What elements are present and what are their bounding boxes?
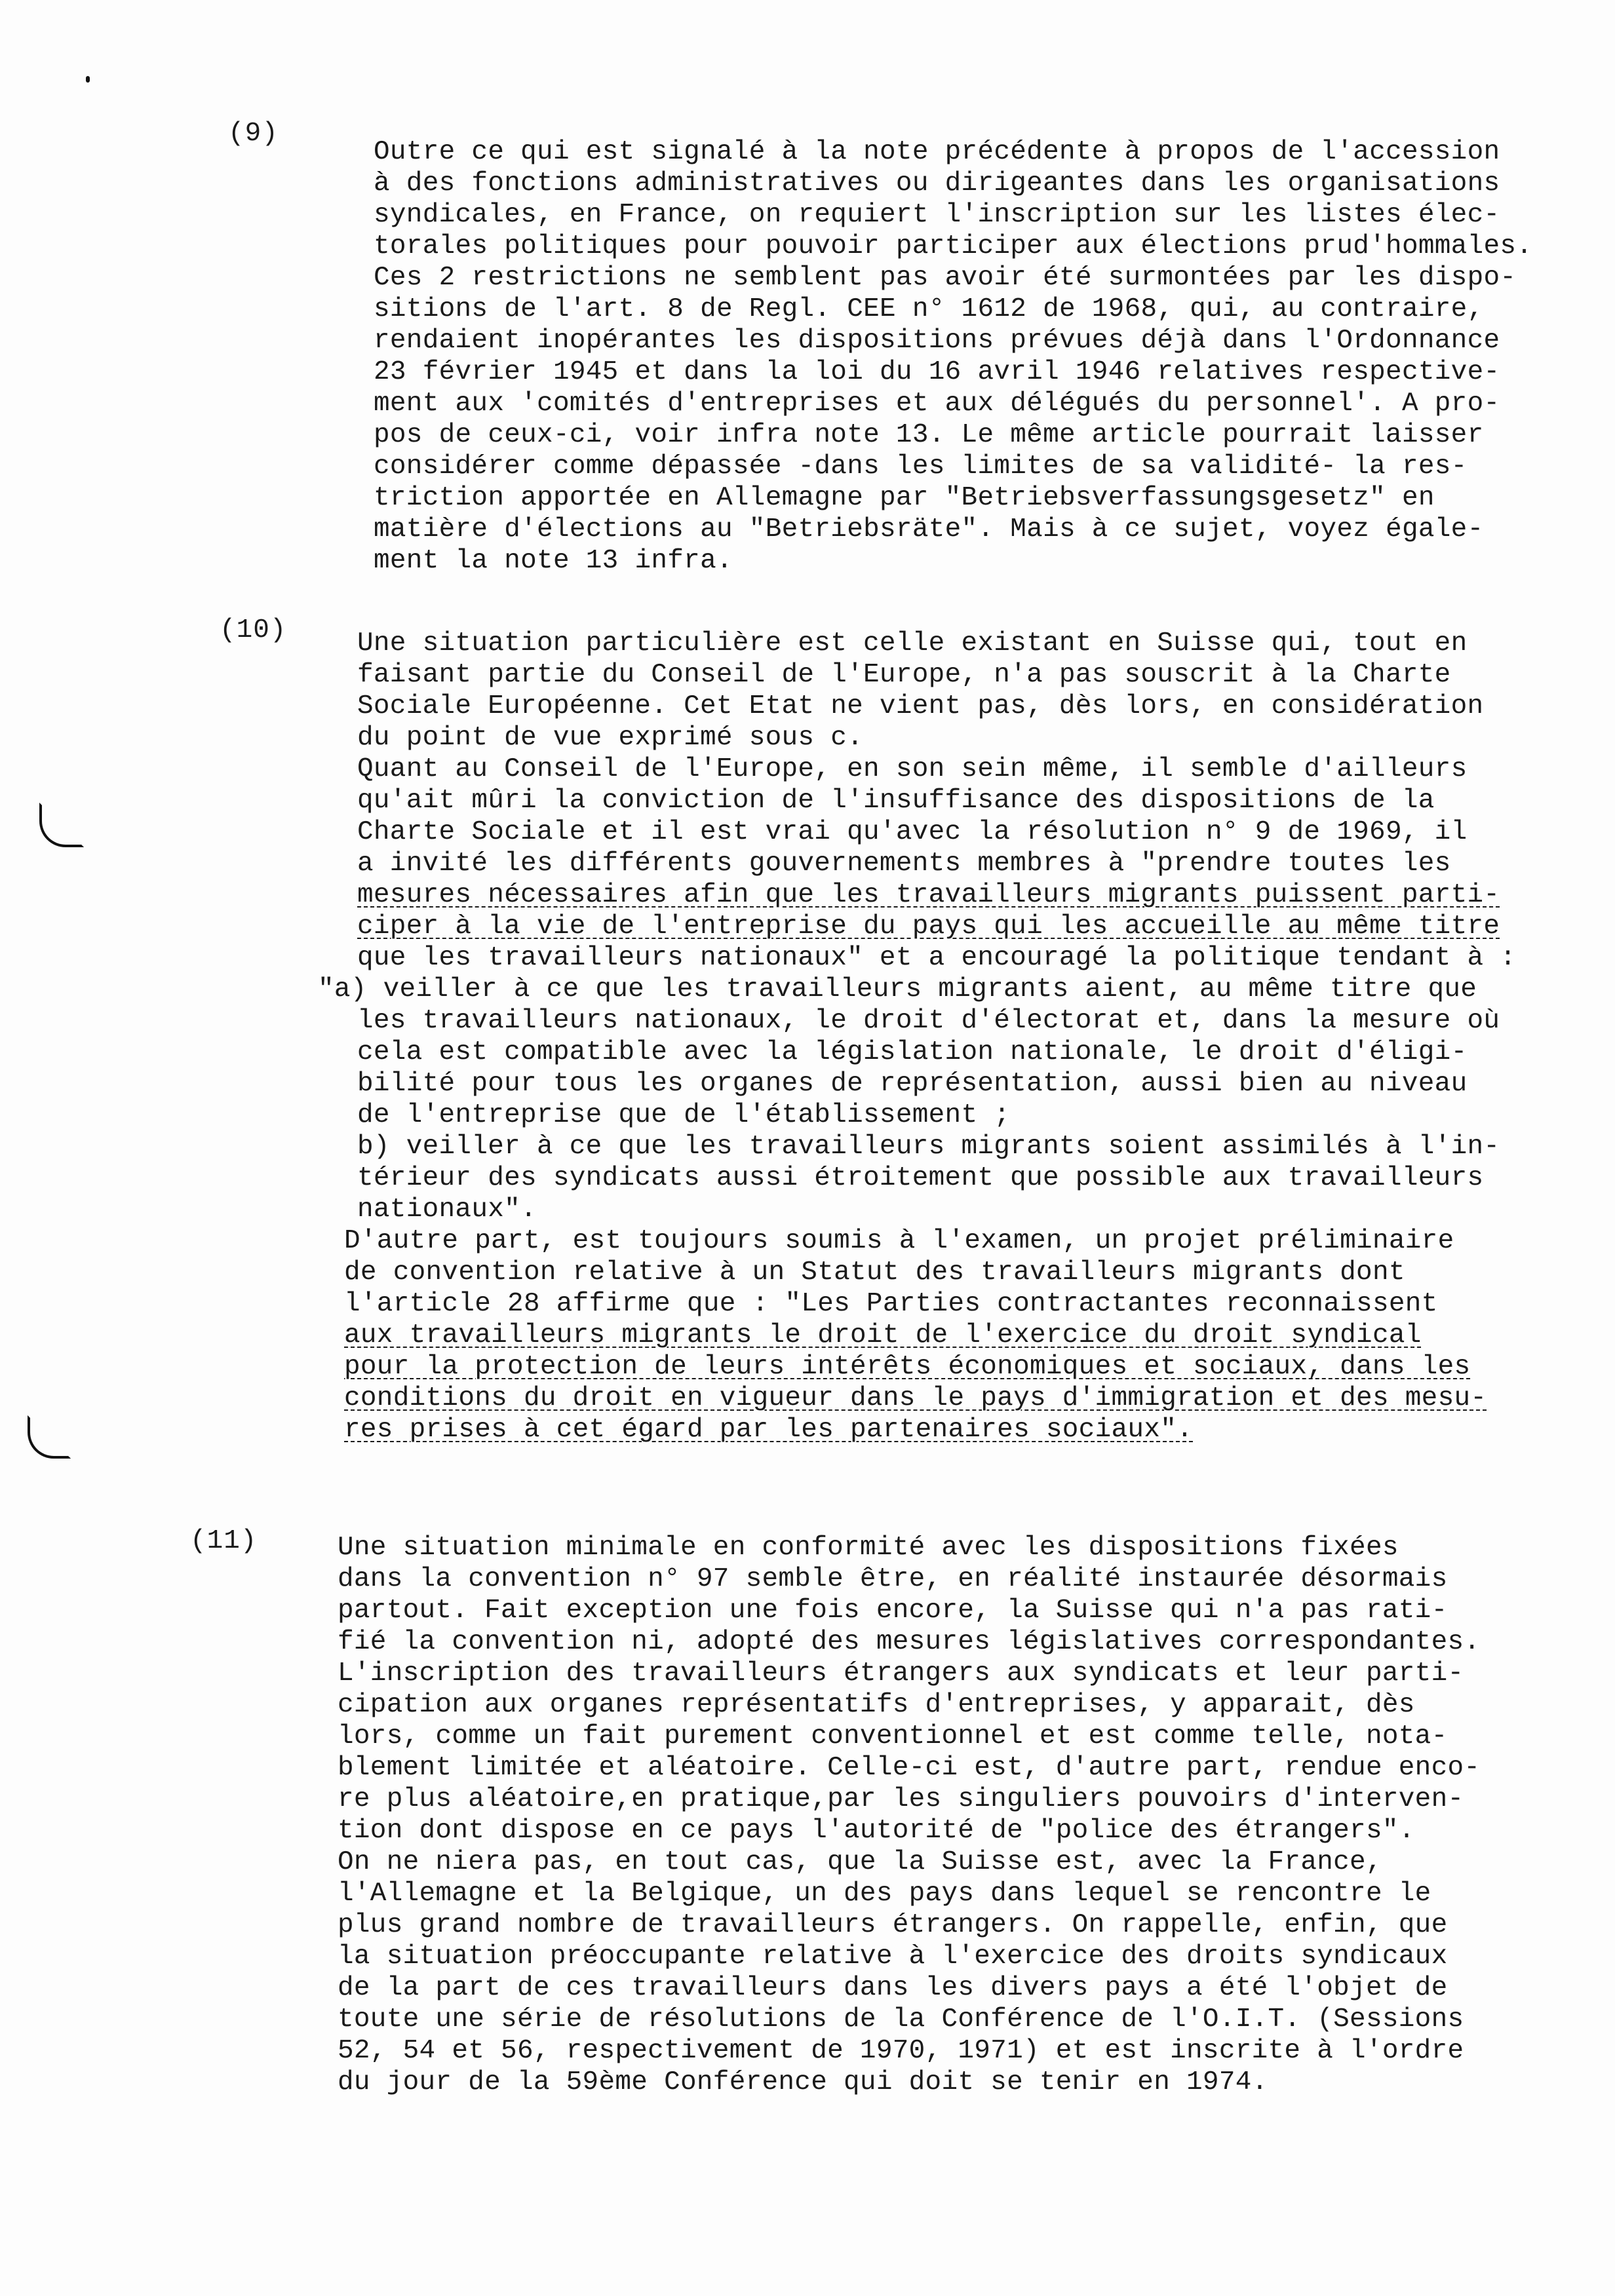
- text-line: partout. Fait exception une fois encore, la Suisse qui n'a pas rati-: [338, 1596, 1448, 1626]
- margin-arc-mark: [39, 803, 84, 847]
- text-line: du point de vue exprimé sous c.: [357, 723, 864, 753]
- margin-arc-mark: [28, 1415, 71, 1459]
- text-line: tion dont dispose en ce pays l'autorité de "police des étrangers".: [338, 1816, 1415, 1846]
- text-line: du jour de la 59ème Conférence qui doit se tenir en 1974.: [338, 2067, 1268, 2097]
- note-text: [318, 628, 1576, 1445]
- text-line: toute une série de résolutions de la Conférence de l'O.I.T. (Sessions: [338, 2004, 1464, 2035]
- text-line: fié la convention ni, adopté des mesures législatives correspondantes.: [338, 1627, 1481, 1657]
- text-line: re plus aléatoire,en pratique,par les singuliers pouvoirs d'interven-: [338, 1784, 1464, 1814]
- text-line: qu'ait mûri la conviction de l'insuffisance des dispositions de la: [357, 786, 1435, 816]
- underlined-quote-line: res prises à cet égard par les partenaires sociaux".: [344, 1415, 1194, 1445]
- text-line: Une situation minimale en conformité avec les dispositions fixées: [338, 1533, 1399, 1563]
- text-line: Outre ce qui est signalé à la note précédente à propos de l'accession: [374, 137, 1500, 167]
- text-line: faisant partie du Conseil de l'Europe, n'a pas souscrit à la Charte: [357, 660, 1451, 690]
- text-line: Ces 2 restrictions ne semblent pas avoir été surmontées par les dispo-: [374, 263, 1517, 293]
- note-text: [338, 1532, 1570, 2098]
- underlined-quote-line: ciper à la vie de l'entreprise du pays qui les accueille au même titre: [357, 911, 1500, 942]
- text-line: sitions de l'art. 8 de Regl. CEE n° 1612 de 1968, qui, au contraire,: [374, 294, 1484, 324]
- text-line: torales politiques pour pouvoir participer aux élections prud'hommales.: [374, 231, 1533, 261]
- note-number: (9): [228, 119, 279, 149]
- underlined-quote-line: conditions du droit en vigueur dans le pays d'immigration et des mesu-: [344, 1383, 1487, 1413]
- text-line: la situation préoccupante relative à l'exercice des droits syndicaux: [338, 1942, 1448, 1972]
- text-line: lors, comme un fait purement conventionnel et est comme telle, nota-: [338, 1721, 1448, 1751]
- text-line: matière d'élections au "Betriebsräte". Mais à ce sujet, voyez égale-: [374, 514, 1484, 545]
- text-line: que les travailleurs nationaux" et a encouragé la politique tendant à :: [357, 943, 1517, 973]
- note-number: (10): [220, 615, 287, 645]
- text-line: nationaux".: [357, 1195, 537, 1225]
- text-line: considérer comme dépassée -dans les limites de sa validité- la res-: [374, 451, 1468, 482]
- text-line: de convention relative à un Statut des travailleurs migrants dont: [344, 1257, 1405, 1288]
- text-line: Quant au Conseil de l'Europe, en son sein même, il semble d'ailleurs: [357, 754, 1468, 784]
- note-text: [374, 136, 1566, 577]
- text-line: cipation aux organes représentatifs d'entreprises, y apparait, dès: [338, 1690, 1415, 1720]
- text-line: plus grand nombre de travailleurs étrangers. On rappelle, enfin, que: [338, 1910, 1448, 1940]
- text-line: On ne niera pas, en tout cas, que la Suisse est, avec la France,: [338, 1847, 1382, 1877]
- scan-mark: [86, 76, 90, 83]
- text-line: l'article 28 affirme que : "Les Parties contractantes reconnaissent: [344, 1289, 1438, 1319]
- underlined-quote-line: aux travailleurs migrants le droit de l'exercice du droit syndical: [344, 1320, 1422, 1350]
- text-line: Une situation particulière est celle existant en Suisse qui, tout en: [357, 628, 1468, 659]
- text-line: rendaient inopérantes les dispositions prévues déjà dans l'Ordonnance: [374, 326, 1500, 356]
- text-line: à des fonctions administratives ou dirigeantes dans les organisations: [374, 168, 1500, 199]
- text-line: pos de ceux-ci, voir infra note 13. Le même article pourrait laisser: [374, 420, 1484, 450]
- text-line: Sociale Européenne. Cet Etat ne vient pas, dès lors, en considération: [357, 691, 1484, 721]
- text-line: triction apportée en Allemagne par "Betriebsverfassungsgesetz" en: [374, 483, 1435, 513]
- text-line: ment la note 13 infra.: [374, 546, 733, 576]
- underlined-quote-line: pour la protection de leurs intérêts économiques et sociaux, dans les: [344, 1352, 1471, 1382]
- text-line: bilité pour tous les organes de représentation, aussi bien au niveau: [357, 1069, 1468, 1099]
- text-line: térieur des syndicats aussi étroitement que possible aux travailleurs: [357, 1163, 1484, 1193]
- text-line: "a) veiller à ce que les travailleurs migrants aient, au même titre que: [318, 974, 1477, 1004]
- text-line: 52, 54 et 56, respectivement de 1970, 1971) et est inscrite à l'ordre: [338, 2036, 1464, 2066]
- text-line: de la part de ces travailleurs dans les divers pays a été l'objet de: [338, 1973, 1448, 2003]
- text-line: L'inscription des travailleurs étrangers aux syndicats et leur parti-: [338, 1658, 1464, 1689]
- text-line: 23 février 1945 et dans la loi du 16 avril 1946 relatives respective-: [374, 357, 1500, 387]
- note-number: (11): [190, 1526, 258, 1556]
- text-line: les travailleurs nationaux, le droit d'électorat et, dans la mesure où: [357, 1006, 1500, 1036]
- text-line: D'autre part, est toujours soumis à l'examen, un projet préliminaire: [344, 1226, 1454, 1256]
- underlined-quote-line: mesures nécessaires afin que les travailleurs migrants puissent parti-: [357, 880, 1500, 910]
- text-line: de l'entreprise que de l'établissement ;: [357, 1100, 1011, 1130]
- text-line: Charte Sociale et il est vrai qu'avec la résolution n° 9 de 1969, il: [357, 817, 1468, 847]
- text-line: ment aux 'comités d'entreprises et aux délégués du personnel'. A pro-: [374, 389, 1500, 419]
- text-line: cela est compatible avec la législation nationale, le droit d'éligi-: [357, 1037, 1468, 1067]
- text-line: l'Allemagne et la Belgique, un des pays dans lequel se rencontre le: [338, 1879, 1431, 1909]
- text-line: b) veiller à ce que les travailleurs migrants soient assimilés à l'in-: [357, 1132, 1500, 1162]
- text-line: blement limitée et aléatoire. Celle-ci est, d'autre part, rendue enco-: [338, 1753, 1481, 1783]
- text-line: a invité les différents gouvernements membres à "prendre toutes les: [357, 849, 1451, 879]
- text-line: syndicales, en France, on requiert l'inscription sur les listes élec-: [374, 200, 1500, 230]
- text-line: dans la convention n° 97 semble être, en réalité instaurée désormais: [338, 1564, 1448, 1594]
